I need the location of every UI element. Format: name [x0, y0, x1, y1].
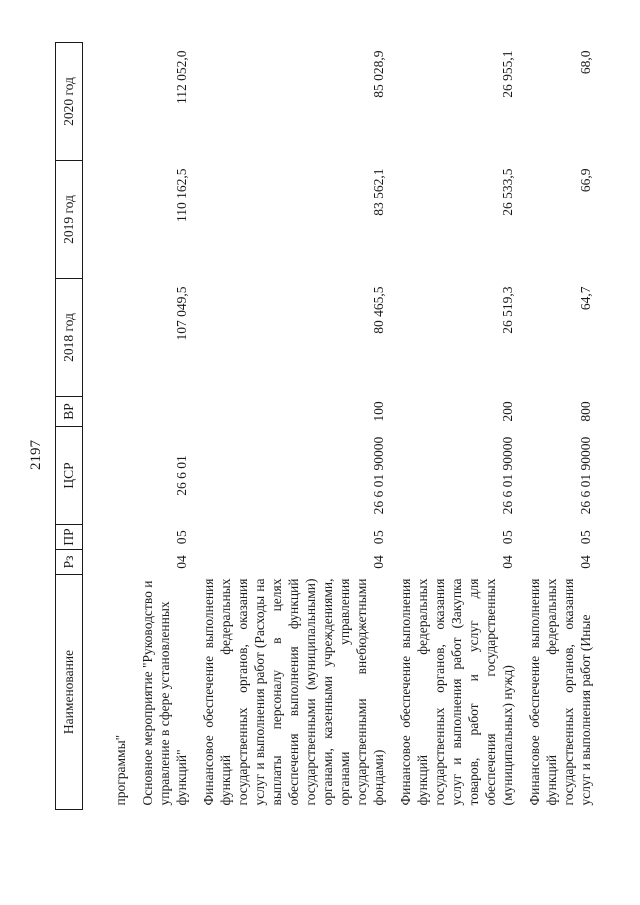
- row-vr: 800: [578, 401, 593, 422]
- row-vr: 100: [371, 401, 386, 422]
- row-2019: 110 162,5: [174, 168, 189, 222]
- row-2019: 26 533,5: [500, 168, 515, 216]
- header-2020: 2020 год: [56, 43, 83, 161]
- continuation-text: программы": [113, 734, 128, 806]
- row-rz: 04: [174, 555, 189, 569]
- header-vr: ВР: [56, 397, 83, 427]
- row-2018: 64,7: [578, 286, 593, 311]
- row-csr: 26 6 01: [174, 455, 189, 496]
- table-row: [192, 43, 389, 810]
- header-name: Наименование: [56, 575, 83, 810]
- row-2020: 68,0: [578, 50, 593, 75]
- table-row: [389, 43, 518, 810]
- row-2020: 112 052,0: [174, 50, 189, 104]
- row-vr: [83, 397, 193, 427]
- header-2019: 2019 год: [56, 161, 83, 279]
- row-csr: 26 6 01 90000: [500, 436, 515, 515]
- row-2019: 66,9: [578, 168, 593, 193]
- table-row: [518, 43, 596, 810]
- row-pr: 05: [500, 529, 515, 545]
- header-csr: ЦСР: [56, 427, 83, 525]
- row-rz: 04: [500, 555, 515, 569]
- row-csr: 26 6 01 90000: [371, 436, 386, 515]
- table-row: [83, 43, 193, 810]
- row-name: Финансовое обеспечение выполнения функций федеральных государственных органов, оказания услуг и выполнения работ (Иные: [527, 578, 593, 806]
- row-rz: 04: [371, 555, 386, 569]
- row-csr: 26 6 01 90000: [578, 436, 593, 515]
- row-2018: 80 465,5: [371, 286, 386, 334]
- row-rz: 04: [578, 555, 593, 569]
- header-rz: Рз: [56, 550, 83, 575]
- row-2019: 83 562,1: [371, 168, 386, 216]
- table-header-row: [56, 43, 83, 810]
- row-2018: 26 519,3: [500, 286, 515, 334]
- row-name: Финансовое обеспечение выполнения функций федеральных государственных органов, оказания услуг и выполнения работ (Расходы на выплаты персоналу в целях обеспечения выполнения функций государственными (муниципальными) органами, казенными учреждениями, органами управления государственными внебюджетными фондами): [201, 578, 386, 806]
- budget-table: [55, 42, 596, 810]
- row-name: программы" Основное мероприятие "Руководство и управление в сфере установленных функций": [83, 575, 193, 810]
- row-pr: 05: [174, 529, 189, 545]
- header-2018: 2018 год: [56, 279, 83, 397]
- header-pr: ПР: [56, 525, 83, 550]
- row-vr: 200: [500, 401, 515, 422]
- row-2020: 26 955,1: [500, 50, 515, 98]
- page-number: 2197: [28, 440, 44, 470]
- row-2018: 107 049,5: [174, 286, 189, 341]
- row-pr: 05: [578, 529, 593, 545]
- row-2020: 85 028,9: [371, 50, 386, 98]
- row-name: Финансовое обеспечение выполнения функций федеральных государственных органов, оказания услуг и выполнения работ (Закупка товаров, работ и услуг для обеспечения государственных (муниципальных) нужд): [398, 578, 515, 806]
- row-pr: 05: [371, 529, 386, 545]
